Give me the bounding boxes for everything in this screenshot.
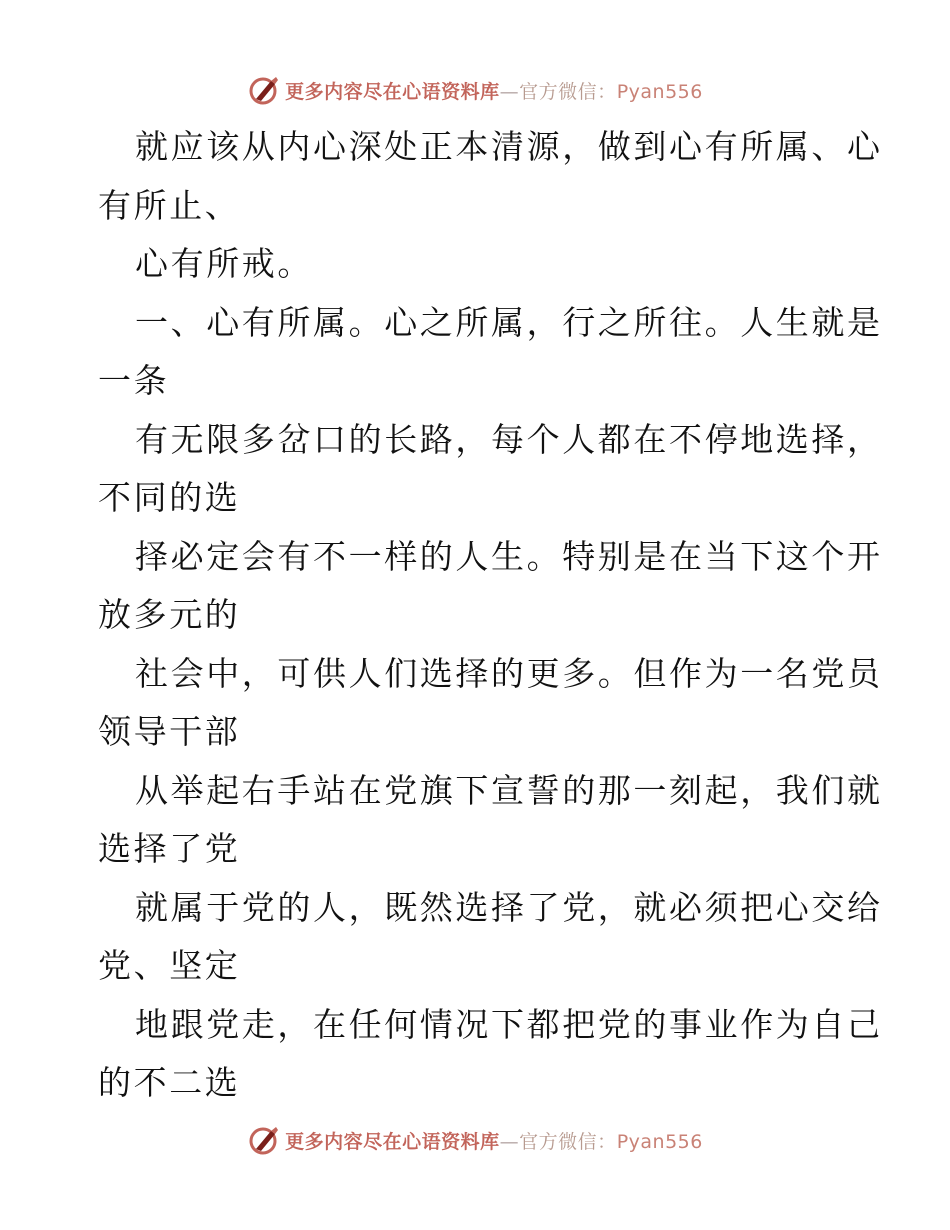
text-line: 就应该从内心深处正本清源，做到心有所属、心: [135, 127, 883, 166]
text-line: 不同的选: [98, 478, 241, 517]
text-line: 择必定会有不一样的人生。特别是在当下这个开: [135, 536, 883, 576]
brush-logo-icon: [247, 1123, 281, 1157]
text-line: 选择了党: [98, 829, 241, 868]
text-line: 社会中，可供人们选择的更多。但作为一名党员: [135, 653, 883, 693]
banner-label: 官方微信：: [519, 80, 617, 103]
banner-wechat-id: Pyan556: [616, 1130, 703, 1153]
header-watermark: [0, 70, 950, 110]
text-line: 一条: [98, 361, 170, 400]
document-body: [98, 118, 883, 1113]
brush-logo-icon: [247, 73, 281, 107]
banner-dash: —: [499, 1130, 520, 1153]
text-line: 放多元的: [98, 595, 241, 634]
text-line: 有所止、: [98, 185, 241, 225]
banner-main-text: 更多内容尽在心语资料库: [285, 80, 500, 103]
text-line: 从举起右手站在党旗下宣誓的那一刻起，我们就: [135, 770, 883, 810]
text-line: 党、坚定: [98, 946, 241, 985]
text-line: 就属于党的人，既然选择了党，就必须把心交给: [135, 887, 883, 927]
footer-watermark: [0, 1120, 950, 1160]
text-line: 一、心有所属。心之所属，行之所往。人生就是: [135, 302, 883, 342]
banner-wechat-id: Pyan556: [616, 80, 703, 103]
text-line: 心有所戒。: [135, 244, 313, 283]
text-line: 的不二选: [98, 1063, 241, 1102]
banner-label: 官方微信：: [519, 1130, 617, 1153]
banner-dash: —: [499, 80, 520, 103]
text-line: 地跟党走，在任何情况下都把党的事业作为自己: [135, 1004, 883, 1044]
text-line: 有无限多岔口的长路，每个人都在不停地选择，: [135, 419, 883, 459]
banner-main-text: 更多内容尽在心语资料库: [285, 1130, 500, 1153]
text-line: 领导干部: [98, 712, 241, 751]
